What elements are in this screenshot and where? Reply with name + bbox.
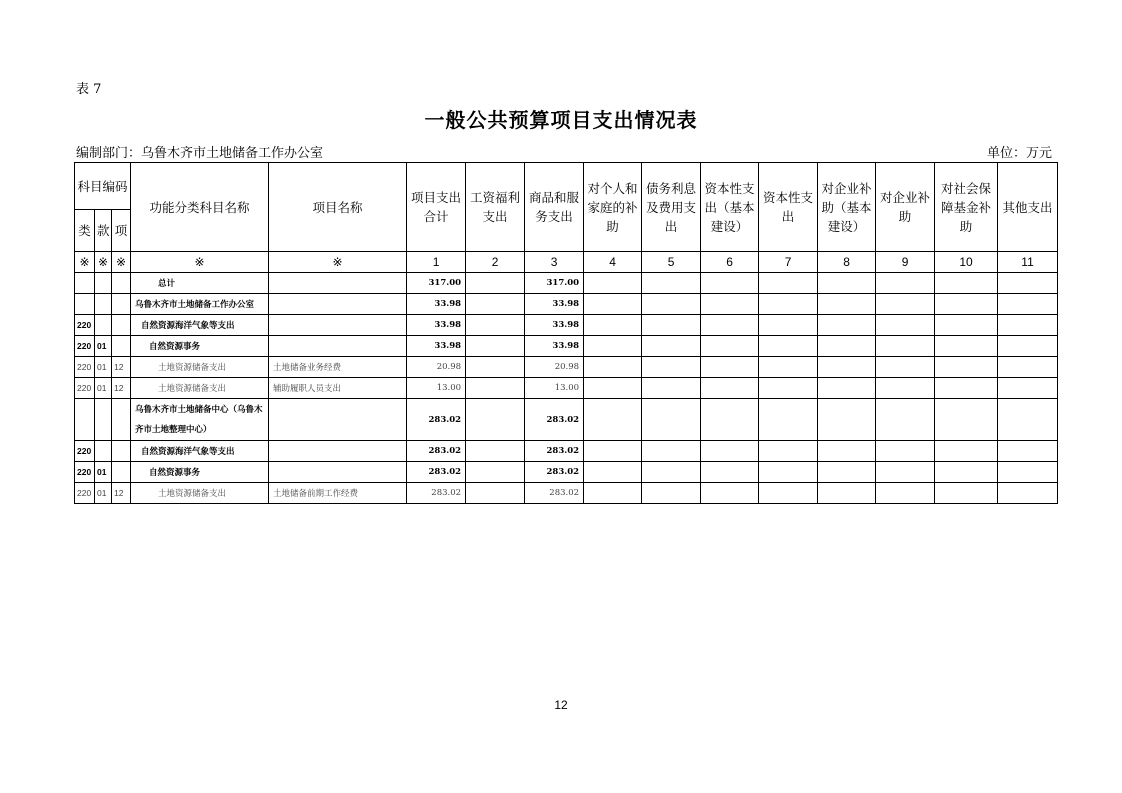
mark-cell: ※ bbox=[269, 252, 407, 273]
cell-empty bbox=[466, 399, 525, 441]
cell-goods: 13.00 bbox=[525, 378, 584, 399]
header-col-1: 项目支出合计 bbox=[407, 163, 466, 252]
cell-empty bbox=[818, 294, 876, 315]
cell-empty bbox=[642, 336, 701, 357]
cell-empty bbox=[876, 294, 935, 315]
cell-total: 283.02 bbox=[407, 462, 466, 483]
table-row bbox=[75, 315, 1058, 336]
cell-empty bbox=[818, 462, 876, 483]
cell-project-name: 土地储备业务经费 bbox=[269, 357, 407, 378]
cell-empty bbox=[584, 399, 642, 441]
table-row bbox=[75, 441, 1058, 462]
cell-total: 33.98 bbox=[407, 294, 466, 315]
cell-func-name: 自然资源海洋气象等支出 bbox=[131, 315, 269, 336]
cell-empty bbox=[701, 462, 759, 483]
cell-project-name: 土地储备前期工作经费 bbox=[269, 483, 407, 504]
header-col-10: 对社会保障基金补助 bbox=[935, 163, 998, 252]
cell-empty bbox=[818, 273, 876, 294]
table-row bbox=[75, 357, 1058, 378]
table-number: 表 7 bbox=[76, 82, 102, 97]
cell-empty bbox=[935, 378, 998, 399]
cell-kuan: 01 bbox=[95, 378, 112, 399]
cell-lei: 220 bbox=[75, 357, 95, 378]
cell-empty bbox=[642, 483, 701, 504]
cell-empty bbox=[701, 336, 759, 357]
cell-total: 317.00 bbox=[407, 273, 466, 294]
cell-total: 33.98 bbox=[407, 336, 466, 357]
header-col-7: 资本性支出 bbox=[759, 163, 818, 252]
cell-empty bbox=[701, 357, 759, 378]
cell-empty bbox=[701, 441, 759, 462]
cell-empty bbox=[935, 399, 998, 441]
mark-cell: ※ bbox=[131, 252, 269, 273]
cell-empty bbox=[759, 378, 818, 399]
cell-empty bbox=[759, 462, 818, 483]
cell-project-name bbox=[269, 336, 407, 357]
column-number: 3 bbox=[525, 252, 584, 273]
cell-project-name bbox=[269, 462, 407, 483]
cell-lei bbox=[75, 273, 95, 294]
cell-lei: 220 bbox=[75, 462, 95, 483]
cell-empty bbox=[584, 462, 642, 483]
cell-xiang: 12 bbox=[112, 357, 131, 378]
document-title: 一般公共预算项目支出情况表 bbox=[424, 108, 698, 132]
header-lei: 类 bbox=[75, 210, 95, 252]
cell-empty bbox=[584, 483, 642, 504]
cell-empty bbox=[466, 357, 525, 378]
cell-empty bbox=[466, 294, 525, 315]
cell-empty bbox=[818, 399, 876, 441]
header-col-2: 工资福利支出 bbox=[466, 163, 525, 252]
cell-empty bbox=[759, 357, 818, 378]
cell-project-name bbox=[269, 315, 407, 336]
cell-empty bbox=[876, 483, 935, 504]
header-kuan: 款 bbox=[95, 210, 112, 252]
cell-empty bbox=[876, 399, 935, 441]
cell-lei: 220 bbox=[75, 378, 95, 399]
cell-empty bbox=[935, 294, 998, 315]
unit-label: 单位：万元 bbox=[986, 146, 1052, 161]
cell-empty bbox=[584, 273, 642, 294]
header-col-11: 其他支出 bbox=[998, 163, 1058, 252]
column-number: 6 bbox=[701, 252, 759, 273]
cell-xiang: 12 bbox=[112, 483, 131, 504]
cell-empty bbox=[642, 315, 701, 336]
cell-empty bbox=[998, 378, 1058, 399]
cell-goods: 33.98 bbox=[525, 336, 584, 357]
cell-empty bbox=[642, 399, 701, 441]
cell-total: 33.98 bbox=[407, 315, 466, 336]
cell-total: 283.02 bbox=[407, 441, 466, 462]
header-col-9: 对企业补助 bbox=[876, 163, 935, 252]
cell-empty bbox=[818, 441, 876, 462]
department-label: 编制部门：乌鲁木齐市土地储备工作办公室 bbox=[76, 146, 324, 161]
cell-empty bbox=[642, 462, 701, 483]
cell-func-name: 自然资源事务 bbox=[131, 336, 269, 357]
table-row bbox=[75, 294, 1058, 315]
cell-empty bbox=[584, 378, 642, 399]
cell-kuan bbox=[95, 315, 112, 336]
cell-lei: 220 bbox=[75, 483, 95, 504]
cell-empty bbox=[998, 273, 1058, 294]
cell-goods: 33.98 bbox=[525, 315, 584, 336]
cell-empty bbox=[584, 336, 642, 357]
header-col-4: 对个人和家庭的补助 bbox=[584, 163, 642, 252]
cell-empty bbox=[701, 273, 759, 294]
cell-empty bbox=[759, 294, 818, 315]
cell-empty bbox=[998, 462, 1058, 483]
cell-empty bbox=[998, 357, 1058, 378]
cell-lei: 220 bbox=[75, 336, 95, 357]
cell-empty bbox=[642, 378, 701, 399]
table-row bbox=[75, 483, 1058, 504]
cell-func-name: 自然资源海洋气象等支出 bbox=[131, 441, 269, 462]
cell-empty bbox=[818, 336, 876, 357]
header-col-5: 债务利息及费用支出 bbox=[642, 163, 701, 252]
cell-lei: 220 bbox=[75, 441, 95, 462]
cell-goods: 20.98 bbox=[525, 357, 584, 378]
cell-empty bbox=[998, 315, 1058, 336]
cell-empty bbox=[998, 336, 1058, 357]
cell-xiang: 12 bbox=[112, 378, 131, 399]
header-row bbox=[75, 163, 1058, 210]
column-number: 10 bbox=[935, 252, 998, 273]
cell-goods: 283.02 bbox=[525, 441, 584, 462]
cell-empty bbox=[935, 483, 998, 504]
cell-empty bbox=[642, 441, 701, 462]
cell-goods: 283.02 bbox=[525, 399, 584, 441]
table-row bbox=[75, 462, 1058, 483]
cell-goods: 283.02 bbox=[525, 462, 584, 483]
cell-empty bbox=[759, 273, 818, 294]
cell-empty bbox=[584, 357, 642, 378]
mark-cell: ※ bbox=[112, 252, 131, 273]
cell-xiang bbox=[112, 441, 131, 462]
cell-project-name bbox=[269, 441, 407, 462]
cell-empty bbox=[876, 315, 935, 336]
column-number: 2 bbox=[466, 252, 525, 273]
cell-empty bbox=[876, 273, 935, 294]
header-xiang: 项 bbox=[112, 210, 131, 252]
cell-empty bbox=[935, 273, 998, 294]
cell-xiang bbox=[112, 336, 131, 357]
cell-empty bbox=[998, 294, 1058, 315]
column-number: 1 bbox=[407, 252, 466, 273]
cell-empty bbox=[998, 399, 1058, 441]
cell-kuan: 01 bbox=[95, 336, 112, 357]
cell-empty bbox=[935, 441, 998, 462]
cell-goods: 33.98 bbox=[525, 294, 584, 315]
cell-xiang bbox=[112, 315, 131, 336]
cell-empty bbox=[584, 441, 642, 462]
cell-empty bbox=[642, 294, 701, 315]
cell-xiang bbox=[112, 273, 131, 294]
cell-total: 283.02 bbox=[407, 399, 466, 441]
cell-empty bbox=[466, 315, 525, 336]
column-number: 9 bbox=[876, 252, 935, 273]
cell-empty bbox=[759, 441, 818, 462]
cell-func-name: 乌鲁木齐市土地储备工作办公室 bbox=[131, 294, 269, 315]
cell-empty bbox=[701, 483, 759, 504]
cell-empty bbox=[466, 273, 525, 294]
table-row bbox=[75, 399, 1058, 441]
cell-empty bbox=[876, 336, 935, 357]
cell-empty bbox=[759, 483, 818, 504]
cell-total: 13.00 bbox=[407, 378, 466, 399]
cell-lei bbox=[75, 399, 95, 441]
column-number: 4 bbox=[584, 252, 642, 273]
header-subject-code: 科目编码 bbox=[75, 163, 131, 210]
table-row bbox=[75, 378, 1058, 399]
cell-empty bbox=[584, 294, 642, 315]
cell-empty bbox=[701, 315, 759, 336]
cell-empty bbox=[701, 294, 759, 315]
cell-empty bbox=[876, 357, 935, 378]
cell-empty bbox=[584, 315, 642, 336]
cell-empty bbox=[818, 483, 876, 504]
cell-empty bbox=[935, 315, 998, 336]
cell-empty bbox=[759, 399, 818, 441]
cell-xiang bbox=[112, 462, 131, 483]
cell-xiang bbox=[112, 294, 131, 315]
cell-empty bbox=[642, 273, 701, 294]
cell-empty bbox=[935, 462, 998, 483]
cell-empty bbox=[701, 378, 759, 399]
marker-row bbox=[75, 252, 1058, 273]
cell-func-name: 总计 bbox=[131, 273, 269, 294]
cell-empty bbox=[759, 336, 818, 357]
cell-kuan bbox=[95, 294, 112, 315]
cell-empty bbox=[818, 357, 876, 378]
cell-kuan: 01 bbox=[95, 357, 112, 378]
mark-cell: ※ bbox=[75, 252, 95, 273]
header-func-name: 功能分类科目名称 bbox=[131, 163, 269, 252]
cell-empty bbox=[818, 378, 876, 399]
cell-empty bbox=[935, 357, 998, 378]
cell-kuan: 01 bbox=[95, 483, 112, 504]
cell-goods: 283.02 bbox=[525, 483, 584, 504]
cell-empty bbox=[466, 441, 525, 462]
cell-empty bbox=[466, 336, 525, 357]
column-number: 5 bbox=[642, 252, 701, 273]
cell-project-name bbox=[269, 399, 407, 441]
cell-func-name: 自然资源事务 bbox=[131, 462, 269, 483]
cell-empty bbox=[466, 483, 525, 504]
cell-kuan bbox=[95, 441, 112, 462]
page-number: 12 bbox=[554, 698, 568, 712]
cell-empty bbox=[998, 483, 1058, 504]
column-number: 8 bbox=[818, 252, 876, 273]
mark-cell: ※ bbox=[95, 252, 112, 273]
cell-kuan bbox=[95, 273, 112, 294]
cell-empty bbox=[876, 378, 935, 399]
cell-project-name: 辅助履职人员支出 bbox=[269, 378, 407, 399]
cell-func-name: 乌鲁木齐市土地储备中心（乌鲁木齐市土地整理中心） bbox=[131, 399, 269, 441]
cell-func-name: 土地资源储备支出 bbox=[131, 483, 269, 504]
cell-lei: 220 bbox=[75, 315, 95, 336]
cell-empty bbox=[818, 315, 876, 336]
cell-func-name: 土地资源储备支出 bbox=[131, 357, 269, 378]
cell-empty bbox=[998, 441, 1058, 462]
cell-empty bbox=[466, 378, 525, 399]
header-project-name: 项目名称 bbox=[269, 163, 407, 252]
header-col-3: 商品和服务支出 bbox=[525, 163, 584, 252]
cell-goods: 317.00 bbox=[525, 273, 584, 294]
cell-total: 20.98 bbox=[407, 357, 466, 378]
cell-empty bbox=[466, 462, 525, 483]
cell-empty bbox=[876, 462, 935, 483]
column-number: 11 bbox=[998, 252, 1058, 273]
cell-empty bbox=[935, 336, 998, 357]
header-col-6: 资本性支出（基本建设） bbox=[701, 163, 759, 252]
budget-table bbox=[74, 162, 1058, 504]
cell-project-name bbox=[269, 273, 407, 294]
table-row bbox=[75, 273, 1058, 294]
cell-empty bbox=[876, 441, 935, 462]
header-col-8: 对企业补助（基本建设） bbox=[818, 163, 876, 252]
cell-func-name: 土地资源储备支出 bbox=[131, 378, 269, 399]
cell-total: 283.02 bbox=[407, 483, 466, 504]
cell-kuan: 01 bbox=[95, 462, 112, 483]
cell-empty bbox=[759, 315, 818, 336]
cell-xiang bbox=[112, 399, 131, 441]
cell-lei bbox=[75, 294, 95, 315]
cell-kuan bbox=[95, 399, 112, 441]
cell-project-name bbox=[269, 294, 407, 315]
table-row bbox=[75, 336, 1058, 357]
column-number: 7 bbox=[759, 252, 818, 273]
cell-empty bbox=[642, 357, 701, 378]
cell-empty bbox=[701, 399, 759, 441]
